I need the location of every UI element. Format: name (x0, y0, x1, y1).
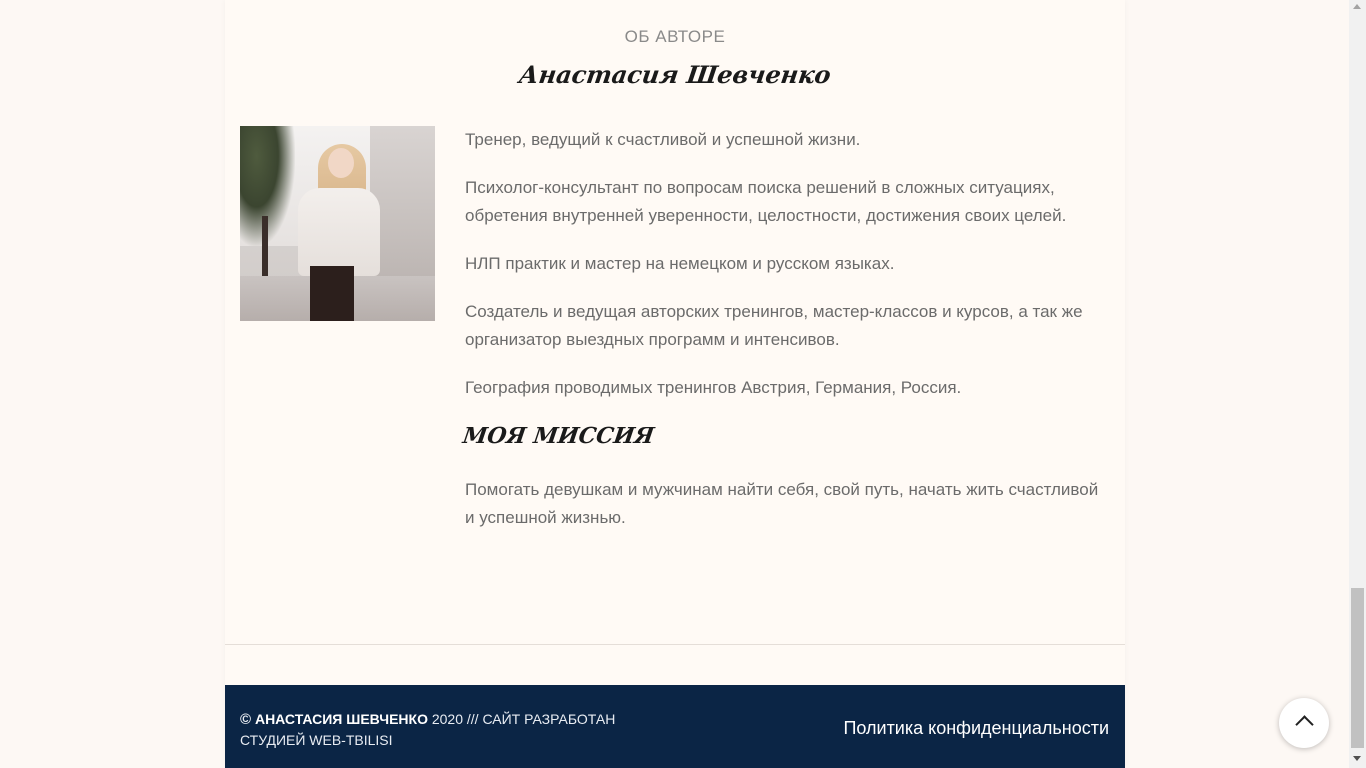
bio-paragraph: Создатель и ведущая авторских тренингов, мастер-классов и курсов, а так же организатор выездных программ и интенсивов. (465, 302, 1083, 349)
footer-credit: 2020 /// САЙТ РАЗРАБОТАН СТУДИЕЙ WEB-TBILISI (240, 711, 616, 748)
page-scrollbar[interactable] (1349, 0, 1366, 768)
bio-paragraph: География проводимых тренингов Австрия, Германия, Россия. (465, 378, 962, 397)
footer-copyright (240, 709, 660, 751)
scroll-to-top-button[interactable] (1279, 698, 1329, 748)
bio-paragraph: Психолог-консультант по вопросам поиска решений в сложных ситуациях, обретения внутренней уверенности, целостности, достижения своих целей. (465, 178, 1067, 225)
scroll-up-arrow-icon[interactable] (1353, 4, 1361, 9)
copyright-symbol: © (240, 711, 252, 728)
scrollbar-thumb[interactable] (1351, 588, 1364, 748)
author-bio (461, 126, 1105, 552)
mission-text: Помогать девушкам и мужчинам найти себя, свой путь, начать жить счастливой и успешной жизнью. (465, 480, 1099, 527)
bio-paragraph: НЛП практик и мастер на немецком и русском языках. (465, 254, 895, 273)
mission-heading: МОЯ МИССИЯ (461, 423, 656, 449)
author-name-heading: Анастасия Шевченко (517, 60, 833, 89)
footer (225, 685, 1125, 768)
section-label: ОБ АВТОРЕ (624, 27, 726, 46)
chevron-up-icon (1295, 715, 1313, 733)
content-container (225, 0, 1125, 768)
divider (225, 644, 1125, 645)
privacy-policy-link[interactable]: Политика конфиденциальности (843, 718, 1109, 738)
bio-paragraph: Тренер, ведущий к счастливой и успешной жизни. (465, 130, 861, 149)
footer-brand: АНАСТАСИЯ ШЕВЧЕНКО (254, 711, 428, 727)
author-photo (240, 126, 435, 321)
scroll-down-arrow-icon[interactable] (1353, 756, 1361, 761)
